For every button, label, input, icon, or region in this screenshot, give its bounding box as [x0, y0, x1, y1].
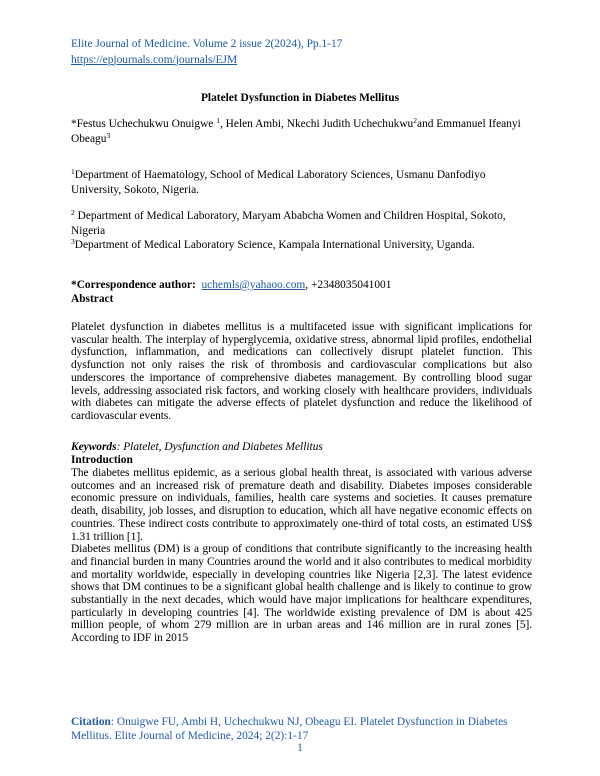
affiliation-1-sup: 1: [71, 167, 75, 176]
citation-text: : Onuigwe FU, Ambi H, Uchechukwu NJ, Obeagu EI. Platelet Dysfunction in Diabetes Mellitus. Elite Journal of Medicine, 2024; 2(2):1-17: [71, 716, 508, 743]
keywords-label: Keywords: [71, 441, 117, 453]
abstract-heading: Abstract: [71, 293, 114, 306]
affiliation-3-sup: 3: [71, 237, 75, 246]
keywords-text: : Platelet, Dysfunction and Diabetes Mellitus: [116, 441, 323, 453]
affiliation-3: [71, 238, 532, 253]
author-2-3: , Helen Ambi, Nkechi Judith Uchechukwu: [219, 118, 414, 130]
running-header: [71, 37, 342, 68]
affiliation-1-text: Department of Haematology, School of Medical Laboratory Sciences, Usmanu Danfodiyo University, Sokoto, Nigeria.: [71, 169, 486, 196]
affiliation-2: [71, 209, 532, 238]
page-number: 1: [297, 742, 303, 754]
abstract-text: Platelet dysfunction in diabetes mellitus is a multifaceted issue with significant implications for vascular health. The interplay of hyperglycemia, oxidative stress, abnormal lipid profiles, endothelial dysfunction, inflammation, and medications can collectively disrupt platelet function. This dysfunction not only raises the risk of thrombosis and cardiovascular complications but also underscores the importance of comprehensive diabetes management. By controlling blood sugar levels, addressing associated risk factors, and working closely with healthcare providers, individuals with diabetes can mitigate the adverse effects of platelet dysfunction and reduce the likelihood of cardiovascular events.: [71, 321, 532, 422]
author-list: [71, 117, 532, 146]
correspondence-email-link[interactable]: uchemls@yahaoo.com: [201, 279, 306, 291]
correspondence-phone: , +2348035041001: [305, 279, 392, 291]
citation-footer: [71, 715, 533, 743]
affiliation-1: [71, 168, 532, 197]
author-1: *Festus Uchechukwu Onuigwe: [71, 118, 217, 130]
paper-title: Platelet Dysfunction in Diabetes Mellitus: [200, 92, 400, 104]
affiliation-2-text: Department of Medical Laboratory, Maryam Ababcha Women and Children Hospital, Sokoto, Nigeria: [71, 210, 506, 237]
affiliation-2-sup: 2: [71, 208, 75, 217]
intro-paragraph-2: Diabetes mellitus (DM) is a group of conditions that contribute significantly to the increasing health and financial burden in many Countries around the world and it also contributes to medical morbidity and mortality worldwide, especially in developing countries like Nigeria [2,3]. The latest evidence shows that DM continues to be a significant global health challenge and is likely to continue to grow substantially in the next decades, which would have major implications for healthcare expenditures, particularly in developing countries [4]. The worldwide existing prevalence of DM is about 425 million people, of whom 279 million are in urban areas and 146 million are in rural zones [5]. According to IDF in 2015: [71, 543, 532, 645]
keywords-block: [71, 441, 532, 467]
citation-label: Citation: [71, 716, 111, 728]
author-1-sup: 1: [216, 116, 220, 125]
correspondence-block: [71, 278, 532, 306]
intro-paragraph-1: The diabetes mellitus epidemic, as a serious global health threat, is associated with various adverse outcomes and an increased risk of premature death and disability. Diabetes imposes considerable economic pressure on individuals, families, health care systems and societies. It causes premature death, disability, job losses, and disruption to education, which all have negative economic effects on countries. These indirect costs contribute to approximately one-third of total costs, an estimated US$ 1.31 trillion [1].: [71, 467, 532, 543]
introduction-heading: Introduction: [71, 454, 133, 467]
author-4-sup: 3: [106, 130, 111, 140]
affiliation-3-text: Department of Medical Laboratory Science, Kampala International University, Uganda.: [74, 239, 475, 251]
journal-url-link[interactable]: https://epjournals.com/journals/EJM: [71, 53, 238, 66]
introduction-body: [71, 467, 532, 645]
author-3-sup: 2: [413, 116, 418, 125]
journal-line: Elite Journal of Medicine. Volume 2 issue 2(2024), Pp.1-17: [71, 38, 343, 50]
correspondence-label: *Correspondence author:: [71, 279, 196, 291]
author-4: and Emmanuel Ifeanyi Obeagu: [71, 118, 521, 145]
